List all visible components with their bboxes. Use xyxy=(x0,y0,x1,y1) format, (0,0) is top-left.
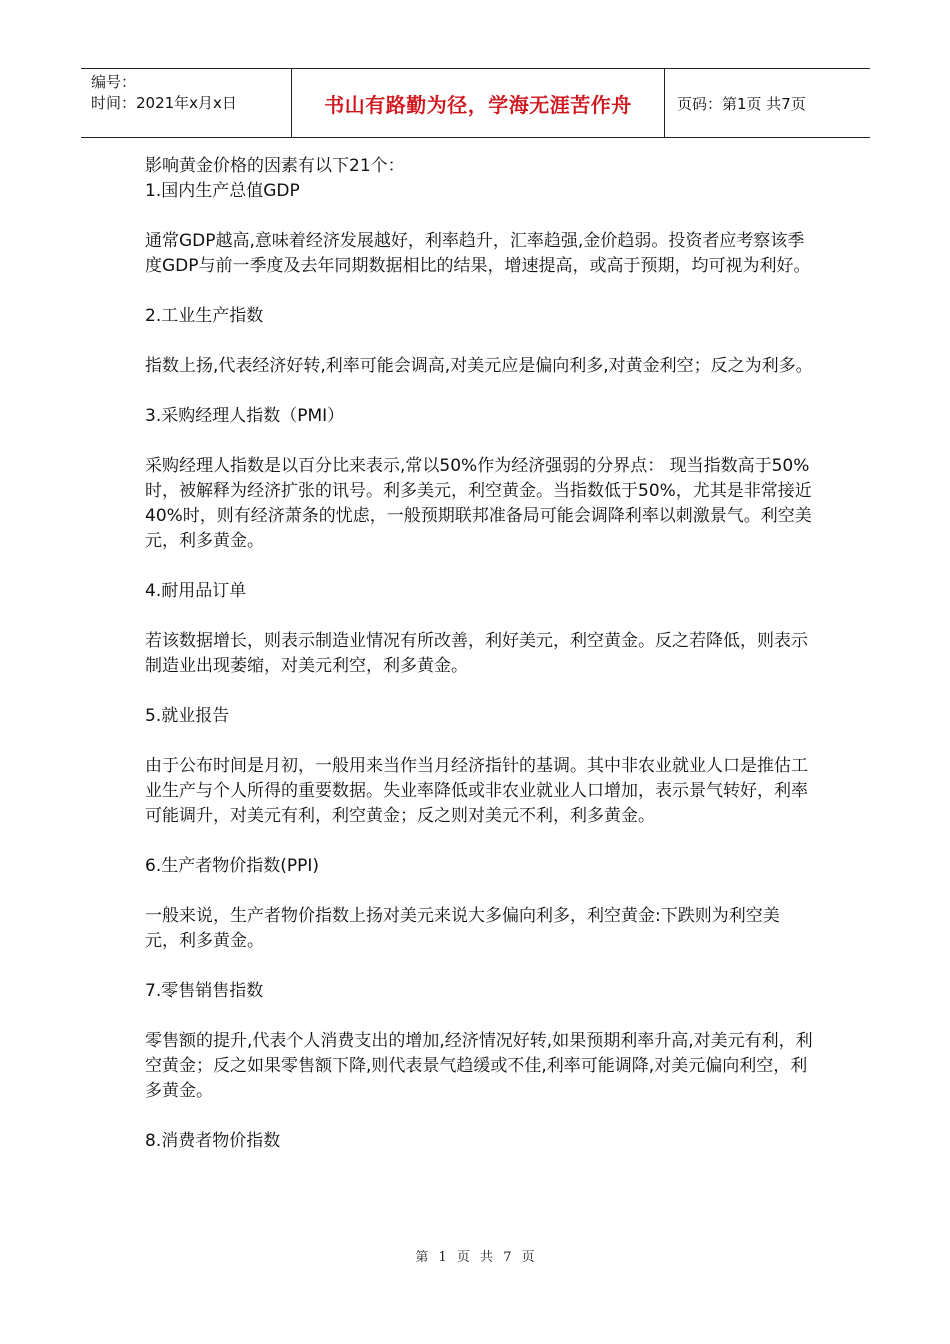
header-page-info: 页码：第1页 共7页 xyxy=(677,94,806,113)
header-meta xyxy=(81,69,291,137)
page-footer: 第 1 页 共 7 页 xyxy=(415,1250,535,1265)
document-body xyxy=(145,154,813,1154)
header-motto: 书山有路勤为径，学海无涯苦作舟 xyxy=(291,69,665,137)
document-date: 时间：2021年x月x日 xyxy=(91,94,237,112)
section-body: 由于公布时间是月初，一般用来当作当月经济指针的基调。其中非农业就业人口是推估工业生产与个人所得的重要数据。失业率降低或非农业就业人口增加，表示景气转好，利率可能调升，对美元有利，利空黄金；反之则对美元不利，利多黄金。 xyxy=(145,756,808,826)
section-body: 零售额的提升,代表个人消费支出的增加,经济情况好转,如果预期利率升高,对美元有利，利空黄金；反之如果零售额下降,则代表景气趋缓或不佳,利率可能调降,对美元偏向利空，利多黄金。 xyxy=(145,1031,813,1101)
section-body: 通常GDP越高,意味着经济发展越好，利率趋升，汇率趋强,金价趋弱。投资者应考察该季度GDP与前一季度及去年同期数据相比的结果，增速提高，或高于预期，均可视为利好。 xyxy=(145,231,811,276)
section-heading: 1.国内生产总值GDP xyxy=(145,181,300,201)
section-heading: 3.采购经理人指数（PMI） xyxy=(145,406,345,426)
intro-text: 影响黄金价格的因素有以下21个： xyxy=(145,156,405,176)
page-header xyxy=(81,68,870,138)
section-body: 采购经理人指数是以百分比来表示,常以50%作为经济强弱的分界点： 现当指数高于50%时，被解释为经济扩张的讯号。利多美元，利空黄金。当指数低于50%，尤其是非常接近40%时，则有经济萧条的忧虑，一般预期联邦准备局可能会调降利率以刺激景气。利空美元，利多黄金。 xyxy=(145,456,812,551)
section-heading: 8.消费者物价指数 xyxy=(145,1131,281,1151)
section-body: 若该数据增长，则表示制造业情况有所改善，利好美元，利空黄金。反之若降低，则表示制造业出现萎缩，对美元利空，利多黄金。 xyxy=(145,631,808,676)
section-heading: 7.零售销售指数 xyxy=(145,981,264,1001)
section-heading: 2.工业生产指数 xyxy=(145,306,264,326)
section-body: 指数上扬,代表经济好转,利率可能会调高,对美元应是偏向利多,对黄金利空；反之为利多。 xyxy=(145,356,813,376)
section-body: 一般来说，生产者物价指数上扬对美元来说大多偏向利多，利空黄金:下跌则为利空美元，利多黄金。 xyxy=(145,906,780,951)
section-heading: 6.生产者物价指数(PPI) xyxy=(145,856,320,876)
section-heading: 4.耐用品订单 xyxy=(145,581,247,601)
section-heading: 5.就业报告 xyxy=(145,706,230,726)
document-code-label: 编号： xyxy=(91,73,137,91)
